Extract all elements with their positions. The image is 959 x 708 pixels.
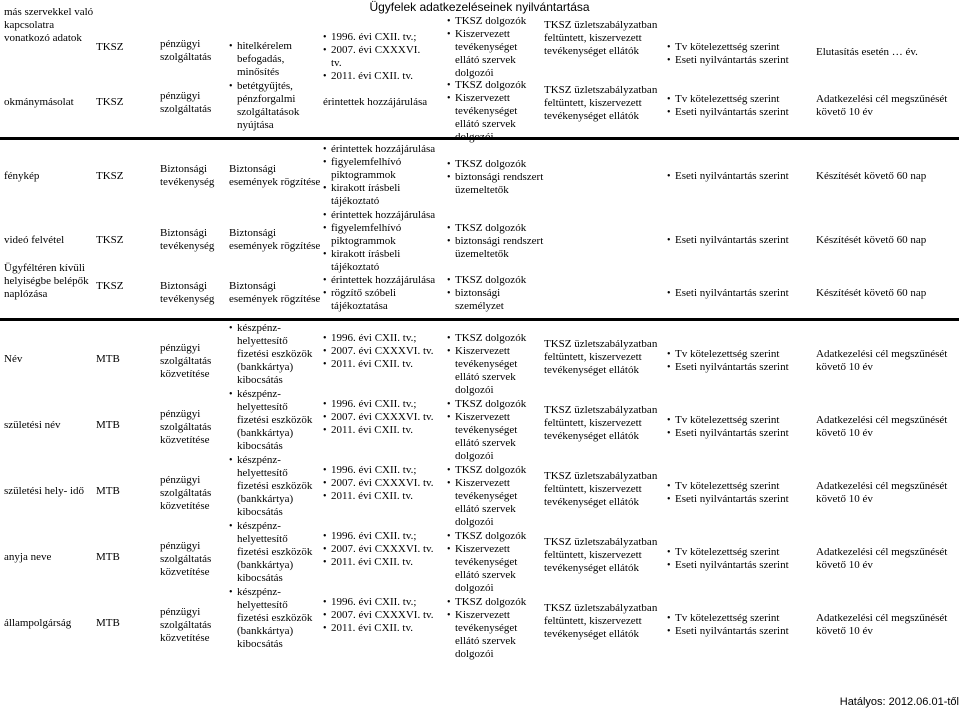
data-type: Név [4, 353, 23, 365]
bullet-item: • Tv kötelezettség szerint [667, 546, 797, 559]
legal-basis [323, 596, 443, 635]
bullet-item: • figyelemfelhívó piktogrammok [323, 222, 438, 248]
bullet-item: • Eseti nyilvántartás szerint [667, 234, 817, 247]
section-divider [0, 318, 959, 321]
bullet-item: • 2011. évi CXII. tv. [323, 424, 443, 437]
bullet-item: • Kiszervezett tevékenységet ellátó szervek dolgozói [447, 28, 542, 80]
data-type: fénykép [4, 170, 40, 182]
recipients [447, 79, 542, 144]
bullet-item: • TKSZ dolgozók [447, 274, 547, 287]
data-source: MTB [96, 617, 120, 629]
data-type: állampolgárság [4, 617, 72, 629]
recipients [447, 398, 542, 463]
data-source: TKSZ [96, 234, 124, 246]
bullet-item: • Tv kötelezettség szerint [667, 348, 797, 361]
bullet-item: • Kiszervezett tevékenységet ellátó szervek dolgozói [447, 543, 542, 595]
bullet-item: • 2007. évi CXXXVI. tv. [323, 345, 443, 358]
retention: Adatkezelési cél megszűnését követő 10 év [816, 612, 948, 637]
recipients [447, 530, 542, 595]
legal-basis [323, 143, 438, 208]
bullet-item: • 2007. évi CXXXVI. tv. [323, 609, 443, 622]
category: pénzügyi szolgáltatás közvetítése [160, 408, 212, 446]
bullet-item: • 2011. évi CXII. tv. [323, 622, 443, 635]
data-source: TKSZ [96, 170, 124, 182]
recipients [447, 222, 547, 261]
storage-basis [667, 414, 797, 440]
processor: TKSZ üzletszabályzatban feltüntett, kiszervezett tevékenységet ellátók [544, 84, 658, 122]
category: pénzügyi szolgáltatás közvetítése [160, 342, 212, 380]
bullet-item: • kirakott írásbeli tájékoztató [323, 248, 438, 274]
bullet-item: • 1996. évi CXII. tv.; [323, 596, 443, 609]
bullet-item: • biztonsági személyzet [447, 287, 547, 313]
category: Biztonsági tevékenység [160, 227, 215, 252]
bullet-item: • Kiszervezett tevékenységet ellátó szervek dolgozói [447, 92, 542, 144]
bullet-item: • TKSZ dolgozók [447, 530, 542, 543]
page-title: Ügyfelek adatkezeléseinek nyilvántartása [369, 0, 590, 14]
bullet-item: • érintettek hozzájárulása [323, 274, 438, 287]
bullet-item: • 2007. évi CXXXVI. tv. [323, 44, 423, 70]
retention: Adatkezelési cél megszűnését követő 10 év [816, 546, 948, 571]
storage-basis [667, 287, 817, 300]
recipients [447, 332, 542, 397]
retention: Adatkezelési cél megszűnését követő 10 év [816, 93, 948, 118]
bullet-item: • TKSZ dolgozók [447, 15, 542, 28]
processor: TKSZ üzletszabályzatban feltüntett, kiszervezett tevékenységet ellátók [544, 470, 658, 508]
category: pénzügyi szolgáltatás közvetítése [160, 540, 212, 578]
legal-basis [323, 31, 423, 83]
purpose [229, 40, 321, 79]
storage-basis [667, 234, 817, 247]
bullet-item: • Eseti nyilvántartás szerint [667, 625, 797, 638]
bullet-item: • 2007. évi CXXXVI. tv. [323, 543, 443, 556]
retention: Adatkezelési cél megszűnését követő 10 év [816, 348, 948, 373]
bullet-item: • Eseti nyilvántartás szerint [667, 106, 797, 119]
bullet-item: • hitelkérelem befogadás, minősítés [229, 40, 321, 79]
recipients [447, 274, 547, 313]
bullet-item: • Tv kötelezettség szerint [667, 93, 797, 106]
bullet-item: • kirakott írásbeli tájékoztató [323, 182, 438, 208]
bullet-item: • Eseti nyilvántartás szerint [667, 559, 797, 572]
storage-basis [667, 480, 797, 506]
storage-basis [667, 348, 797, 374]
data-source: MTB [96, 353, 120, 365]
data-source: MTB [96, 419, 120, 431]
data-type: anyja neve [4, 551, 52, 563]
bullet-item: • 2011. évi CXII. tv. [323, 490, 443, 503]
bullet-item: • TKSZ dolgozók [447, 222, 547, 235]
bullet-item: • 1996. évi CXII. tv.; [323, 332, 443, 345]
bullet-item: • Tv kötelezettség szerint [667, 414, 797, 427]
bullet-item: • 1996. évi CXII. tv.; [323, 530, 443, 543]
legal-basis [323, 398, 443, 437]
data-type: más szervekkel való kapcsolatra vonatkozó adatok [4, 6, 94, 44]
bullet-item: • betétgyűjtés, pénzforgalmi szolgáltatások nyújtása [229, 80, 321, 132]
bullet-item: • 2007. évi CXXXVI. tv. [323, 477, 443, 490]
bullet-item: • Kiszervezett tevékenységet ellátó szervek dolgozói [447, 609, 542, 661]
bullet-item: • érintettek hozzájárulása [323, 209, 438, 222]
category: pénzügyi szolgáltatás [160, 90, 212, 115]
legal-basis [323, 464, 443, 503]
bullet-item: • Eseti nyilvántartás szerint [667, 54, 797, 67]
bullet-item: • Kiszervezett tevékenységet ellátó szervek dolgozói [447, 477, 542, 529]
purpose [229, 388, 321, 453]
bullet-item: • Eseti nyilvántartás szerint [667, 427, 797, 440]
bullet-item: • 2011. évi CXII. tv. [323, 556, 443, 569]
legal-basis [323, 530, 443, 569]
retention: Adatkezelési cél megszűnését követő 10 év [816, 480, 948, 505]
recipients [447, 596, 542, 661]
purpose: Biztonsági események rögzítése [229, 227, 321, 252]
bullet-item: • Eseti nyilvántartás szerint [667, 287, 817, 300]
purpose [229, 520, 321, 585]
bullet-item: • TKSZ dolgozók [447, 79, 542, 92]
legal-basis [323, 274, 438, 313]
data-type: Ügyféltéren kívüli helyiségbe belépők naplózása [4, 262, 89, 300]
bullet-item: • Tv kötelezettség szerint [667, 612, 797, 625]
bullet-item: • 2007. évi CXXXVI. tv. [323, 411, 443, 424]
purpose: Biztonsági események rögzítése [229, 280, 321, 305]
processor: TKSZ üzletszabályzatban feltüntett, kiszervezett tevékenységet ellátók [544, 602, 658, 640]
data-source: TKSZ [96, 280, 124, 292]
validity-note: Hatályos: 2012.06.01-től [839, 696, 959, 708]
retention: Készítését követő 60 nap [816, 234, 927, 246]
bullet-item: • TKSZ dolgozók [447, 158, 547, 171]
data-source: TKSZ [96, 96, 124, 108]
processor: TKSZ üzletszabályzatban feltüntett, kiszervezett tevékenységet ellátók [544, 536, 658, 574]
bullet-item: • készpénz-helyettesítő fizetési eszközök (bankkártya) kibocsátás [229, 322, 321, 387]
recipients [447, 464, 542, 529]
storage-basis [667, 41, 797, 67]
purpose [229, 322, 321, 387]
bullet-item: • biztonsági rendszert üzemeltetők [447, 171, 547, 197]
processor: TKSZ üzletszabályzatban feltüntett, kiszervezett tevékenységet ellátók [544, 19, 658, 57]
bullet-item: • Eseti nyilvántartás szerint [667, 170, 817, 183]
data-source: MTB [96, 485, 120, 497]
bullet-item: • készpénz-helyettesítő fizetési eszközök (bankkártya) kibocsátás [229, 454, 321, 519]
data-source: TKSZ [96, 41, 124, 53]
category: pénzügyi szolgáltatás közvetítése [160, 606, 212, 644]
bullet-item: • Tv kötelezettség szerint [667, 480, 797, 493]
data-type: születési hely- idő [4, 485, 85, 497]
bullet-item: • Kiszervezett tevékenységet ellátó szervek dolgozói [447, 345, 542, 397]
bullet-item: • Eseti nyilvántartás szerint [667, 361, 797, 374]
purpose [229, 80, 321, 132]
retention: Adatkezelési cél megszűnését követő 10 év [816, 414, 948, 439]
retention: Elutasítás esetén … év. [816, 46, 918, 58]
bullet-item: • Kiszervezett tevékenységet ellátó szervek dolgozói [447, 411, 542, 463]
bullet-item: • érintettek hozzájárulása [323, 143, 438, 156]
data-type: születési név [4, 419, 61, 431]
recipients [447, 15, 542, 80]
processor: TKSZ üzletszabályzatban feltüntett, kiszervezett tevékenységet ellátók [544, 404, 658, 442]
category: Biztonsági tevékenység [160, 280, 215, 305]
bullet-item: • készpénz-helyettesítő fizetési eszközök (bankkártya) kibocsátás [229, 520, 321, 585]
data-source: MTB [96, 551, 120, 563]
storage-basis [667, 93, 797, 119]
bullet-item: • TKSZ dolgozók [447, 596, 542, 609]
category: pénzügyi szolgáltatás közvetítése [160, 474, 212, 512]
bullet-item: • figyelemfelhívó piktogrammok [323, 156, 438, 182]
bullet-item: • TKSZ dolgozók [447, 464, 542, 477]
storage-basis [667, 612, 797, 638]
retention: Készítését követő 60 nap [816, 287, 927, 299]
bullet-item: • 2011. évi CXII. tv. [323, 358, 443, 371]
legal-basis [323, 332, 443, 371]
bullet-item: • rögzítő szóbeli tájékoztatása [323, 287, 438, 313]
bullet-item: • Eseti nyilvántartás szerint [667, 493, 797, 506]
legal-basis: érintettek hozzájárulása [323, 96, 428, 108]
bullet-item: • 1996. évi CXII. tv.; [323, 31, 423, 44]
bullet-item: • biztonsági rendszert üzemeltetők [447, 235, 547, 261]
bullet-item: • Tv kötelezettség szerint [667, 41, 797, 54]
data-type: okmánymásolat [4, 96, 74, 108]
bullet-item: • készpénz-helyettesítő fizetési eszközök (bankkártya) kibocsátás [229, 586, 321, 651]
bullet-item: • 2011. évi CXII. tv. [323, 70, 423, 83]
purpose [229, 586, 321, 651]
bullet-item: • 1996. évi CXII. tv.; [323, 464, 443, 477]
data-type: videó felvétel [4, 234, 65, 246]
bullet-item: • készpénz-helyettesítő fizetési eszközök (bankkártya) kibocsátás [229, 388, 321, 453]
category: Biztonsági tevékenység [160, 163, 215, 188]
recipients [447, 158, 547, 197]
purpose: Biztonsági események rögzítése [229, 163, 321, 188]
processor: TKSZ üzletszabályzatban feltüntett, kiszervezett tevékenységet ellátók [544, 338, 658, 376]
legal-basis [323, 209, 438, 274]
bullet-item: • TKSZ dolgozók [447, 398, 542, 411]
bullet-item: • 1996. évi CXII. tv.; [323, 398, 443, 411]
purpose [229, 454, 321, 519]
storage-basis [667, 546, 797, 572]
category: pénzügyi szolgáltatás [160, 38, 212, 63]
retention: Készítését követő 60 nap [816, 170, 927, 182]
bullet-item: • TKSZ dolgozók [447, 332, 542, 345]
storage-basis [667, 170, 817, 183]
